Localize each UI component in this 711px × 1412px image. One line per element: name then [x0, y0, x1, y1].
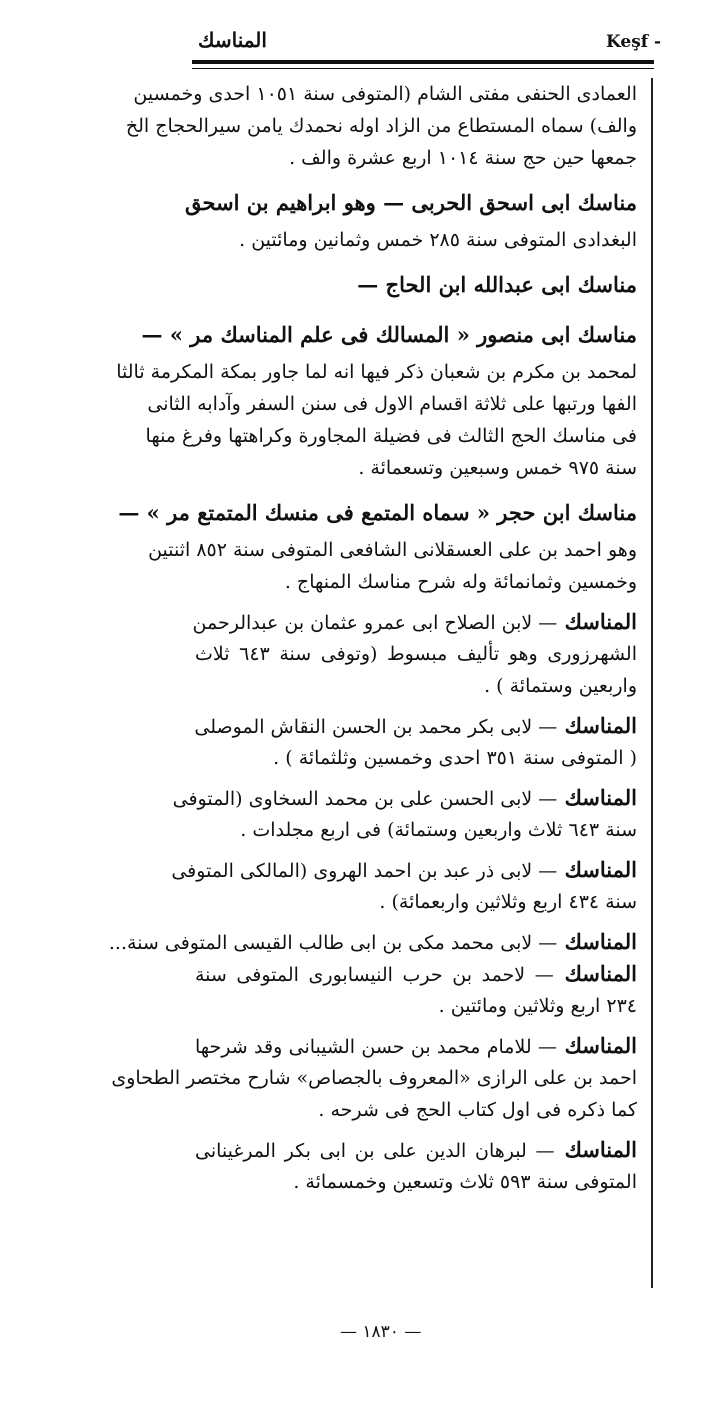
entry-keyword: المناسك: [557, 785, 637, 810]
paragraph-gap: [195, 702, 637, 710]
entry-heading: مناسك ابن حجر « سماه المتمع فى منسك المتمتع مر » —: [118, 500, 637, 525]
column-rule: [651, 78, 653, 1288]
text-line: جمعها حين حج سنة ١٠١٤ اربع عشرة والف .: [289, 147, 637, 169]
header-rule-thick: [192, 60, 654, 64]
text-line: وهو احمد بن على العسقلانى الشافعى المتوفى سنة ٨٥٢ اثنتين: [148, 539, 637, 561]
running-header-right: المناسك: [198, 28, 267, 52]
text-line: والف) سماه المستطاع من الزاد اوله نحمدك يامن سيرالحجاج الخ: [125, 115, 637, 137]
paragraph-gap: [195, 1126, 637, 1134]
paragraph-gap: [195, 598, 637, 606]
paragraph-gap: [195, 306, 637, 314]
entry-keyword: المناسك: [556, 1033, 637, 1058]
page-number: — ١٨٣٠ —: [340, 1322, 422, 1342]
text-line: الشهرزورى وهو تأليف مبسوط (وتوفى سنة ٦٤٣ ثلاث: [195, 643, 637, 665]
paragraph-gap: [195, 484, 637, 492]
text-line: المناسك — لابى محمد مكى بن ابى طالب القيسى المتوفى سنة...: [108, 929, 637, 954]
entry-keyword: المناسك: [557, 929, 637, 954]
text-line: واربعين وستمائة ) .: [484, 675, 637, 697]
text-line: الفها ورتبها على ثلاثة اقسام الاول فى سنن السفر وآدابه الثانى: [147, 393, 637, 415]
paragraph-gap: [195, 256, 637, 264]
entry-keyword: المناسك: [557, 609, 637, 634]
text-line: المناسك — لابن الصلاح ابى عمرو عثمان بن عبدالرحمن: [192, 609, 637, 634]
entry-keyword: المناسك: [554, 1137, 637, 1162]
text-line: وخمسين وثمانمائة وله شرح مناسك المنهاج .: [284, 571, 637, 593]
entry-heading: مناسك ابى منصور « المسالك فى علم المناسك مر » —: [141, 322, 637, 347]
text-line: سنة ٩٧٥ خمس وسبعين وتسعمائة .: [358, 457, 637, 479]
paragraph-gap: [195, 846, 637, 854]
text-line: المناسك — لابى ذر عبد بن احمد الهروى (المالكى المتوفى: [171, 857, 637, 882]
text-line: لمحمد بن مكرم بن شعبان ذكر فيها انه لما جاور بمكة المكرمة ثالثا: [116, 361, 637, 383]
text-line: المناسك — لابى الحسن على بن محمد السخاوى (المتوفى: [172, 785, 637, 810]
paragraph-gap: [195, 1198, 637, 1206]
text-line: ٢٣٤ اربع وثلاثين ومائتين .: [438, 995, 637, 1017]
text-line: سنة ٦٤٣ ثلاث واربعين وستمائة) فى اربع مجلدات .: [240, 819, 637, 841]
entry-heading: مناسك ابى اسحق الحربى — وهو ابراهيم بن اسحق: [184, 190, 637, 215]
text-line: البغدادى المتوفى سنة ٢٨٥ خمس وثمانين ومائتين .: [239, 229, 637, 251]
entry-keyword: المناسك: [557, 713, 637, 738]
paragraph-gap: [195, 918, 637, 926]
paragraph-gap: [195, 1022, 637, 1030]
text-line: فى مناسك الحج الثالث فى فضيلة المجاورة وكراهتها وفرغ منها: [145, 425, 637, 447]
text-line: المناسك — لابى بكر محمد بن الحسن النقاش الموصلى: [194, 713, 637, 738]
paragraph-gap: [195, 774, 637, 782]
header-rule-thin: [192, 68, 654, 69]
paragraph-gap: [195, 174, 637, 182]
text-column: [108, 78, 637, 1206]
text-line: المناسك — للامام محمد بن حسن الشيبانى وقد شرحها: [195, 1033, 637, 1058]
entry-keyword: المناسك: [557, 857, 637, 882]
entry-heading: مناسك ابى عبدالله ابن الحاج —: [357, 272, 637, 297]
text-line: ( المتوفى سنة ٣٥١ احدى وخمسين وثلثمائة ) .: [273, 747, 637, 769]
text-line: المتوفى سنة ٥٩٣ ثلاث وتسعين وخمسمائة .: [293, 1171, 637, 1193]
running-header-left: Keşf -: [606, 32, 662, 52]
entry-keyword: المناسك: [553, 961, 637, 986]
text-line: المناسك — لبرهان الدين على بن ابى بكر المرغينانى: [195, 1137, 637, 1162]
text-line: احمد بن على الرازى «المعروف بالجصاص» شارح مختصر الطحاوى: [111, 1067, 637, 1089]
text-line: المناسك — لاحمد بن حرب النيسابورى المتوفى سنة: [195, 961, 637, 986]
text-line: كما ذكره فى اول كتاب الحج فى شرحه .: [318, 1099, 637, 1121]
text-line: سنة ٤٣٤ اربع وثلاثين واربعمائة) .: [379, 891, 637, 913]
text-line: العمادى الحنفى مفتى الشام (المتوفى سنة ١٠٥١ احدى وخمسين: [133, 83, 637, 105]
